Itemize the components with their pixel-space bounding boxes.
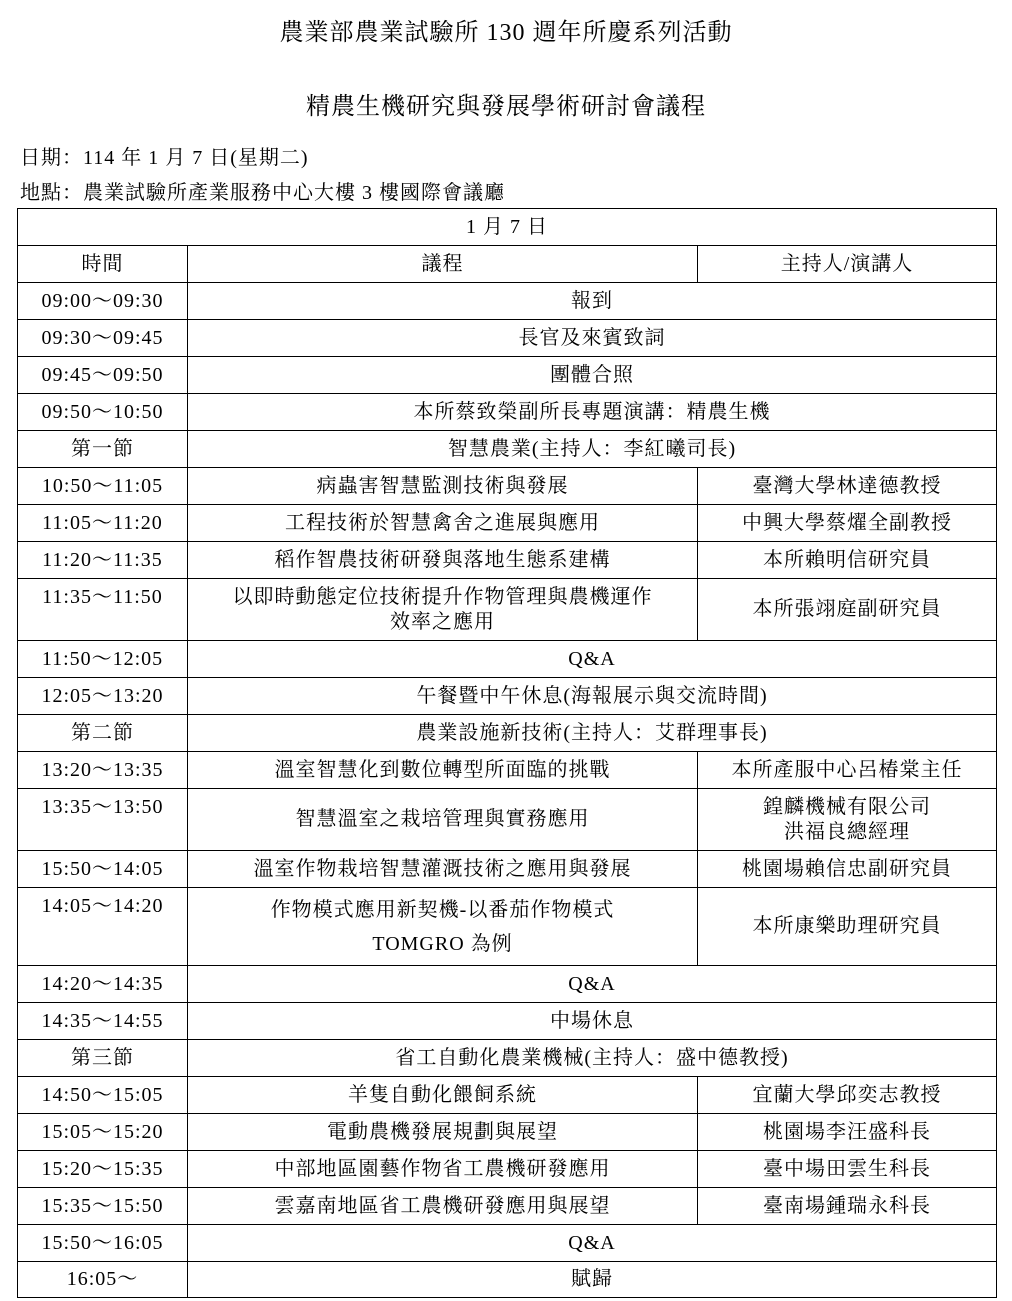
row-topic: 病蟲害智慧監測技術與發展 [188, 468, 698, 505]
session-label: 第二節 [18, 715, 188, 752]
event-location: 地點：農業試驗所產業服務中心大樓 3 樓國際會議廳 [20, 182, 505, 204]
table-row [18, 320, 997, 357]
row-topic: 本所蔡致榮副所長專題演講：精農生機 [188, 394, 997, 431]
row-host: 臺中場田雲生科長 [698, 1151, 997, 1188]
row-host: 臺南場鍾瑞永科長 [698, 1188, 997, 1225]
row-topic: 溫室智慧化到數位轉型所面臨的挑戰 [188, 752, 698, 789]
row-time: 14:50～15:05 [18, 1077, 188, 1114]
row-host: 宜蘭大學邱奕志教授 [698, 1077, 997, 1114]
row-topic: 中部地區園藝作物省工農機研發應用 [188, 1151, 698, 1188]
row-host [698, 789, 997, 851]
row-host: 本所張翊庭副研究員 [698, 579, 997, 641]
session-title: 農業設施新技術(主持人：艾群理事長) [188, 715, 997, 752]
row-time: 09:00～09:30 [18, 283, 188, 320]
session-title: 省工自動化農業機械(主持人：盛中德教授) [188, 1040, 997, 1077]
row-time: 13:35～13:50 [18, 789, 188, 851]
table-row [18, 542, 997, 579]
table-row [18, 851, 997, 888]
row-time: 13:20～13:35 [18, 752, 188, 789]
row-time: 11:50～12:05 [18, 641, 188, 678]
column-header-topic: 議程 [188, 246, 698, 283]
table-row [18, 1262, 997, 1298]
day-label: 1 月 7 日 [18, 209, 997, 246]
row-time: 11:05～11:20 [18, 505, 188, 542]
row-topic [188, 888, 698, 966]
row-topic: 雲嘉南地區省工農機研發應用與展望 [188, 1188, 698, 1225]
row-topic: 中場休息 [188, 1003, 997, 1040]
row-topic: 午餐暨中午休息(海報展示與交流時間) [188, 678, 997, 715]
row-host: 臺灣大學林達德教授 [698, 468, 997, 505]
column-header-host: 主持人/演講人 [698, 246, 997, 283]
row-time: 12:05～13:20 [18, 678, 188, 715]
row-host: 桃園場李汪盛科長 [698, 1114, 997, 1151]
row-topic: 電動農機發展規劃與展望 [188, 1114, 698, 1151]
document-subtitle: 精農生機研究與發展學術研討會議程 [306, 94, 706, 120]
row-time: 16:05～ [18, 1262, 188, 1298]
event-date: 日期：114 年 1 月 7 日(星期二) [20, 147, 309, 169]
row-host: 本所產服中心呂椿棠主任 [698, 752, 997, 789]
row-time: 15:05～15:20 [18, 1114, 188, 1151]
table-row [18, 468, 997, 505]
row-time: 15:50～16:05 [18, 1225, 188, 1262]
row-host: 本所賴明信研究員 [698, 542, 997, 579]
row-host: 桃園場賴信忠副研究員 [698, 851, 997, 888]
row-topic: 溫室作物栽培智慧灌溉技術之應用與發展 [188, 851, 698, 888]
row-topic: Q&A [188, 641, 997, 678]
row-topic: Q&A [188, 966, 997, 1003]
column-header-time: 時間 [18, 246, 188, 283]
row-time: 14:20～14:35 [18, 966, 188, 1003]
session-row [18, 715, 997, 752]
row-topic: 稻作智農技術研發與落地生態系建構 [188, 542, 698, 579]
row-topic: 團體合照 [188, 357, 997, 394]
table-row [18, 1114, 997, 1151]
row-host-line: 鍠麟機械有限公司 [763, 795, 931, 818]
row-time: 15:35～15:50 [18, 1188, 188, 1225]
row-topic: 工程技術於智慧禽舍之進展與應用 [188, 505, 698, 542]
row-topic: Q&A [188, 1225, 997, 1262]
session-label: 第一節 [18, 431, 188, 468]
table-row [18, 752, 997, 789]
table-row [18, 579, 997, 641]
document-title: 農業部農業試驗所 130 週年所慶系列活動 [279, 20, 733, 46]
row-topic-line: TOMGRO 為例 [372, 932, 513, 955]
table-row [18, 505, 997, 542]
row-topic: 羊隻自動化餵飼系統 [188, 1077, 698, 1114]
table-row [18, 394, 997, 431]
table-day-row [18, 209, 997, 246]
session-row [18, 1040, 997, 1077]
table-row [18, 1077, 997, 1114]
table-row [18, 283, 997, 320]
table-row [18, 966, 997, 1003]
row-topic: 長官及來賓致詞 [188, 320, 997, 357]
table-row [18, 1225, 997, 1262]
agenda-table [17, 208, 997, 1298]
row-time: 15:50～14:05 [18, 851, 188, 888]
row-time: 14:35～14:55 [18, 1003, 188, 1040]
row-host: 本所康樂助理研究員 [698, 888, 997, 966]
table-row [18, 789, 997, 851]
row-topic [188, 579, 698, 641]
table-row [18, 1003, 997, 1040]
table-row [18, 1188, 997, 1225]
row-time: 14:05～14:20 [18, 888, 188, 966]
table-row [18, 678, 997, 715]
table-row [18, 888, 997, 966]
row-topic-line: 以即時動態定位技術提升作物管理與農機運作 [232, 585, 653, 608]
row-time: 15:20～15:35 [18, 1151, 188, 1188]
row-topic-line: 作物模式應用新契機-以番茄作物模式 [270, 898, 615, 921]
row-time: 09:30～09:45 [18, 320, 188, 357]
row-topic: 報到 [188, 283, 997, 320]
row-topic: 賦歸 [188, 1262, 997, 1298]
table-row [18, 1151, 997, 1188]
row-time: 10:50～11:05 [18, 468, 188, 505]
session-row [18, 431, 997, 468]
table-row [18, 641, 997, 678]
table-header-row [18, 246, 997, 283]
row-topic-line: 效率之應用 [390, 610, 495, 633]
table-row [18, 357, 997, 394]
row-host-line: 洪福良總經理 [784, 820, 910, 843]
row-host: 中興大學蔡燿全副教授 [698, 505, 997, 542]
row-topic: 智慧溫室之栽培管理與實務應用 [188, 789, 698, 851]
row-time: 11:35～11:50 [18, 579, 188, 641]
session-title: 智慧農業(主持人：李紅曦司長) [188, 431, 997, 468]
row-time: 11:20～11:35 [18, 542, 188, 579]
row-time: 09:45～09:50 [18, 357, 188, 394]
row-time: 09:50～10:50 [18, 394, 188, 431]
session-label: 第三節 [18, 1040, 188, 1077]
